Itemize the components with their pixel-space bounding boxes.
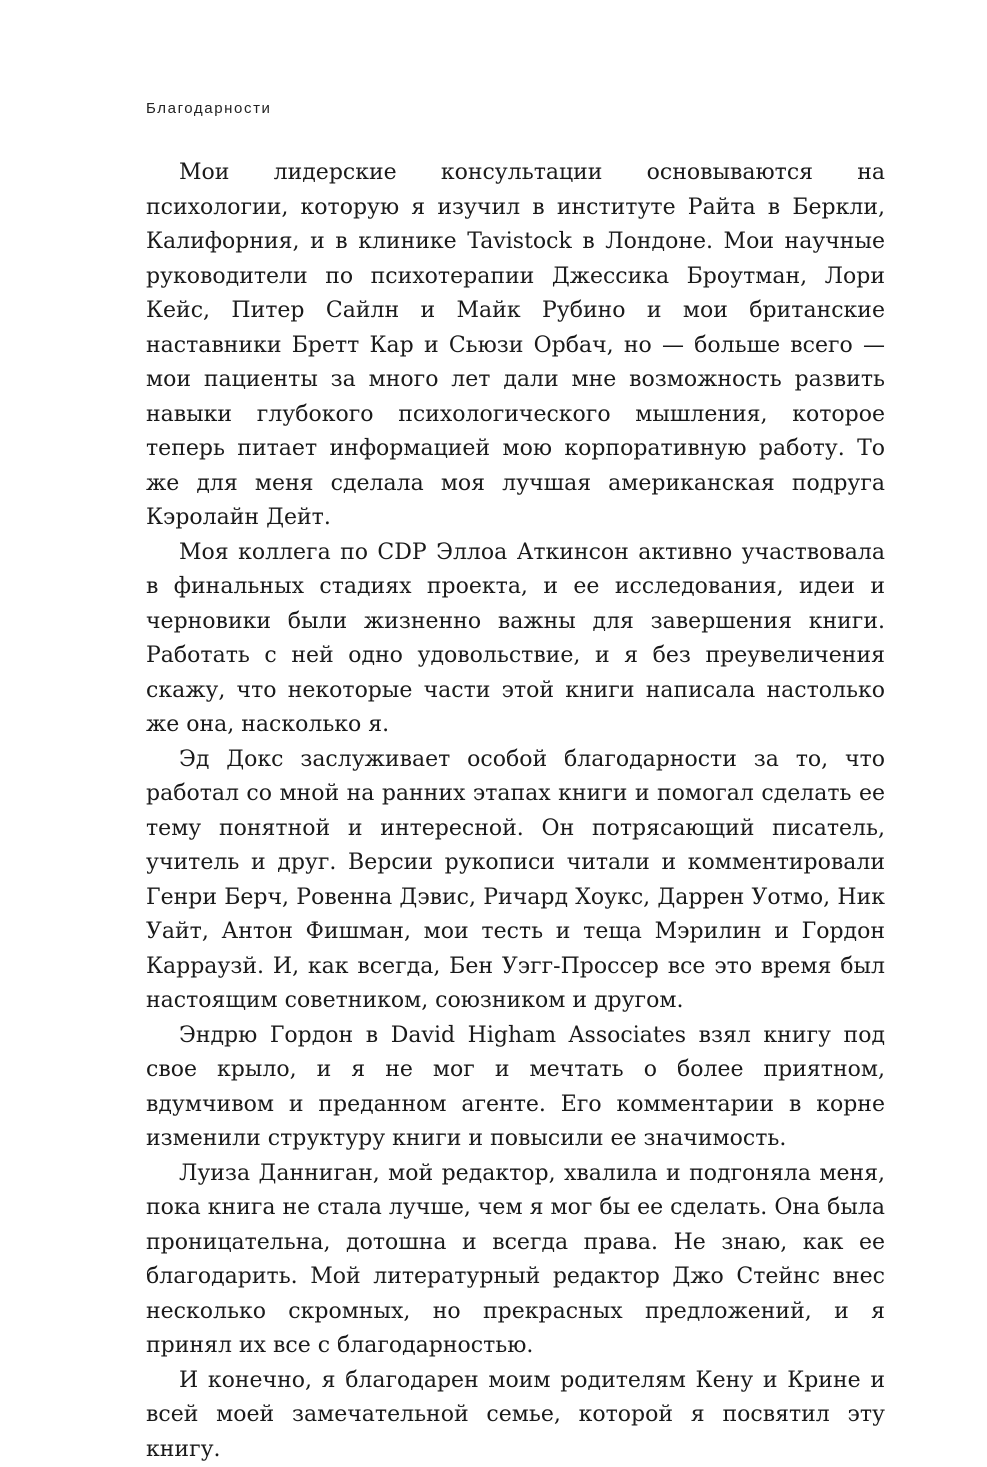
paragraph-6: И конечно, я благодарен моим родителям Кену и Крине и всей моей замечательной семье, которой я посвятил эту книгу. (146, 1364, 885, 1467)
paragraph-5: Луиза Данниган, мой редактор, хвалила и подгоняла меня, пока книга не стала лучше, чем я мог бы ее сделать. Она была проницательна, дотошна и всегда права. Не знаю, как ее благодарить. Мой литературный редактор Джо Стейнс внес несколько скромных, но прекрасных предложений, и я принял их все с благодарностью. (146, 1157, 885, 1364)
paragraph-2: Моя коллега по CDP Эллоа Аткинсон активно участвовала в финальных стадиях проекта, и ее исследования, идеи и черновики были жизненно важны для завершения книги. Работать с ней одно удовольствие, и я без преувеличения скажу, что некоторые части этой книги написала настолько же она, насколько я. (146, 536, 885, 743)
paragraph-1: Мои лидерские консультации основываются на психологии, которую я изучил в институте Райта в Беркли, Калифорния, и в клинике Tavistock в Лондоне. Мои научные руководители по психотерапии Джессика Броутман, Лори Кейс, Питер Сайлн и Майк Рубино и мои британские наставники Бретт Кар и Сьюзи Орбач, но — больше всего — мои пациенты за много лет дали мне возможность развить навыки глубокого психологического мышления, которое теперь питает информацией мою корпоративную работу. То же для меня сделала моя лучшая американская подруга Кэролайн Дейт. (146, 156, 885, 536)
running-head-title: Благодарности (146, 100, 272, 117)
paragraph-3: Эд Докс заслуживает особой благодарности за то, что работал со мной на ранних этапах книги и помогал сделать ее тему понятной и интересной. Он потрясающий писатель, учитель и друг. Версии рукописи читали и комментировали Генри Берч, Ровенна Дэвис, Ричард Хоукс, Даррен Уотмо, Ник Уайт, Антон Фишман, мои тесть и теща Мэрилин и Гордон Карраузй. И, как всегда, Бен Уэгг-Проссер все это время был настоящим советником, союзником и другом. (146, 743, 885, 1019)
paragraph-4: Эндрю Гордон в David Higham Associates взял книгу под свое крыло, и я не мог и мечтать о более приятном, вдумчивом и преданном агенте. Его комментарии в корне изменили структуру книги и повысили ее значимость. (146, 1019, 885, 1157)
body-text (146, 156, 885, 1467)
